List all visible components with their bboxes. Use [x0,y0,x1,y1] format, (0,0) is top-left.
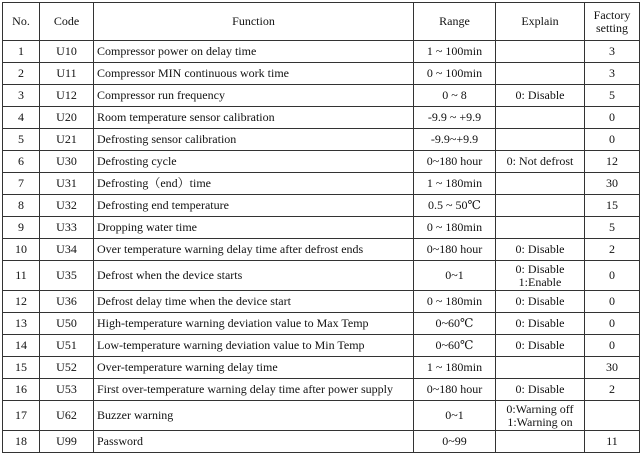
table-row [3,195,640,217]
cell-range: 0~1 [414,261,496,291]
cell-code: U53 [40,379,94,401]
cell-code: U36 [40,291,94,313]
cell-range: 0~1 [414,401,496,431]
cell-factory-setting: 2 [585,379,640,401]
table-row [3,431,640,453]
cell-explain: 0: Disable [496,335,585,357]
cell-factory-setting: 11 [585,431,640,453]
cell-explain [496,195,585,217]
table-row [3,85,640,107]
cell-explain [496,217,585,239]
cell-function: Over temperature warning delay time after defrost ends [94,239,414,261]
header-no: No. [3,3,40,41]
table-row [3,151,640,173]
header-code: Code [40,3,94,41]
cell-code: U50 [40,313,94,335]
cell-factory-setting: 3 [585,63,640,85]
parameter-table [2,2,640,453]
cell-function: Compressor power on delay time [94,41,414,63]
table-row [3,379,640,401]
cell-explain [496,41,585,63]
cell-function: Buzzer warning [94,401,414,431]
cell-function: Compressor run frequency [94,85,414,107]
cell-code: U33 [40,217,94,239]
header-factory-setting [585,3,640,41]
cell-no: 12 [3,291,40,313]
cell-no: 4 [3,107,40,129]
cell-no: 2 [3,63,40,85]
cell-code: U35 [40,261,94,291]
table-row [3,261,640,291]
cell-explain [496,431,585,453]
cell-code: U32 [40,195,94,217]
cell-explain-line1: 0: Disable [515,261,565,276]
cell-explain-line2: 1:Enable [518,274,562,289]
cell-explain [496,173,585,195]
cell-explain: 0: Disable [496,85,585,107]
cell-range: 0~180 hour [414,379,496,401]
header-explain: Explain [496,3,585,41]
cell-factory-setting [585,401,640,431]
table-row [3,63,640,85]
cell-code: U51 [40,335,94,357]
cell-no: 1 [3,41,40,63]
cell-explain: 0: Disable [496,291,585,313]
cell-function: Defrost delay time when the device start [94,291,414,313]
cell-factory-setting: 0 [585,129,640,151]
table-row [3,291,640,313]
cell-explain [496,107,585,129]
cell-function: Password [94,431,414,453]
cell-range: 0~60℃ [414,313,496,335]
table-row [3,313,640,335]
cell-range: 0 ~ 180min [414,291,496,313]
cell-function: Dropping water time [94,217,414,239]
header-factory-line2: setting [596,20,628,35]
header-range: Range [414,3,496,41]
cell-factory-setting: 3 [585,41,640,63]
cell-code: U10 [40,41,94,63]
cell-factory-setting: 5 [585,85,640,107]
cell-factory-setting: 2 [585,239,640,261]
cell-no: 14 [3,335,40,357]
cell-factory-setting: 5 [585,217,640,239]
cell-range: 1 ~ 180min [414,173,496,195]
cell-factory-setting: 0 [585,313,640,335]
cell-factory-setting: 12 [585,151,640,173]
cell-no: 10 [3,239,40,261]
cell-no: 16 [3,379,40,401]
cell-factory-setting: 30 [585,357,640,379]
table-row [3,129,640,151]
cell-explain: 0: Disable [496,239,585,261]
cell-code: U52 [40,357,94,379]
cell-function: Defrosting sensor calibration [94,129,414,151]
cell-function: Defrosting cycle [94,151,414,173]
cell-no: 8 [3,195,40,217]
cell-explain [496,401,585,431]
cell-range: -9.9 ~ +9.9 [414,107,496,129]
table-row [3,173,640,195]
table-row [3,401,640,431]
cell-code: U30 [40,151,94,173]
table-row [3,107,640,129]
cell-code: U20 [40,107,94,129]
cell-function: Defrosting end temperature [94,195,414,217]
cell-function: First over-temperature warning delay time after power supply [94,379,414,401]
cell-explain-line1: 0:Warning off [506,401,574,416]
table-row [3,41,640,63]
cell-explain: 0: Disable [496,379,585,401]
cell-explain: 0: Not defrost [496,151,585,173]
cell-range: 0 ~ 100min [414,63,496,85]
cell-explain: 0: Disable [496,313,585,335]
cell-no: 13 [3,313,40,335]
cell-range: 0~99 [414,431,496,453]
cell-range: 0~60℃ [414,335,496,357]
cell-function: High-temperature warning deviation value to Max Temp [94,313,414,335]
cell-no: 5 [3,129,40,151]
header-factory-line1: Factory [593,7,631,22]
cell-function: Low-temperature warning deviation value to Min Temp [94,335,414,357]
table-row [3,335,640,357]
cell-code: U62 [40,401,94,431]
cell-factory-setting: 0 [585,107,640,129]
cell-no: 15 [3,357,40,379]
table-row [3,239,640,261]
cell-function: Defrosting（end）time [94,173,414,195]
cell-function: Defrost when the device starts [94,261,414,291]
cell-code: U31 [40,173,94,195]
cell-explain [496,357,585,379]
cell-range: 0.5 ~ 50℃ [414,195,496,217]
cell-function: Compressor MIN continuous work time [94,63,414,85]
cell-no: 6 [3,151,40,173]
cell-range: 0 ~ 180min [414,217,496,239]
cell-explain [496,261,585,291]
cell-explain-line2: 1:Warning on [507,414,573,429]
cell-function: Room temperature sensor calibration [94,107,414,129]
cell-function: Over-temperature warning delay time [94,357,414,379]
cell-factory-setting: 0 [585,335,640,357]
cell-range: 0~180 hour [414,151,496,173]
table-row [3,357,640,379]
cell-range: 1 ~ 100min [414,41,496,63]
cell-code: U34 [40,239,94,261]
cell-factory-setting: 30 [585,173,640,195]
cell-explain [496,63,585,85]
cell-factory-setting: 0 [585,291,640,313]
cell-no: 17 [3,401,40,431]
cell-no: 11 [3,261,40,291]
cell-explain [496,129,585,151]
cell-code: U12 [40,85,94,107]
cell-code: U99 [40,431,94,453]
cell-code: U21 [40,129,94,151]
cell-range: 0 ~ 8 [414,85,496,107]
cell-range: -9.9~+9.9 [414,129,496,151]
cell-range: 1 ~ 180min [414,357,496,379]
cell-factory-setting: 15 [585,195,640,217]
cell-code: U11 [40,63,94,85]
header-function: Function [94,3,414,41]
cell-no: 9 [3,217,40,239]
table-row [3,217,640,239]
header-row [3,3,640,41]
cell-no: 18 [3,431,40,453]
cell-no: 7 [3,173,40,195]
cell-range: 0~180 hour [414,239,496,261]
cell-no: 3 [3,85,40,107]
cell-factory-setting: 0 [585,261,640,291]
